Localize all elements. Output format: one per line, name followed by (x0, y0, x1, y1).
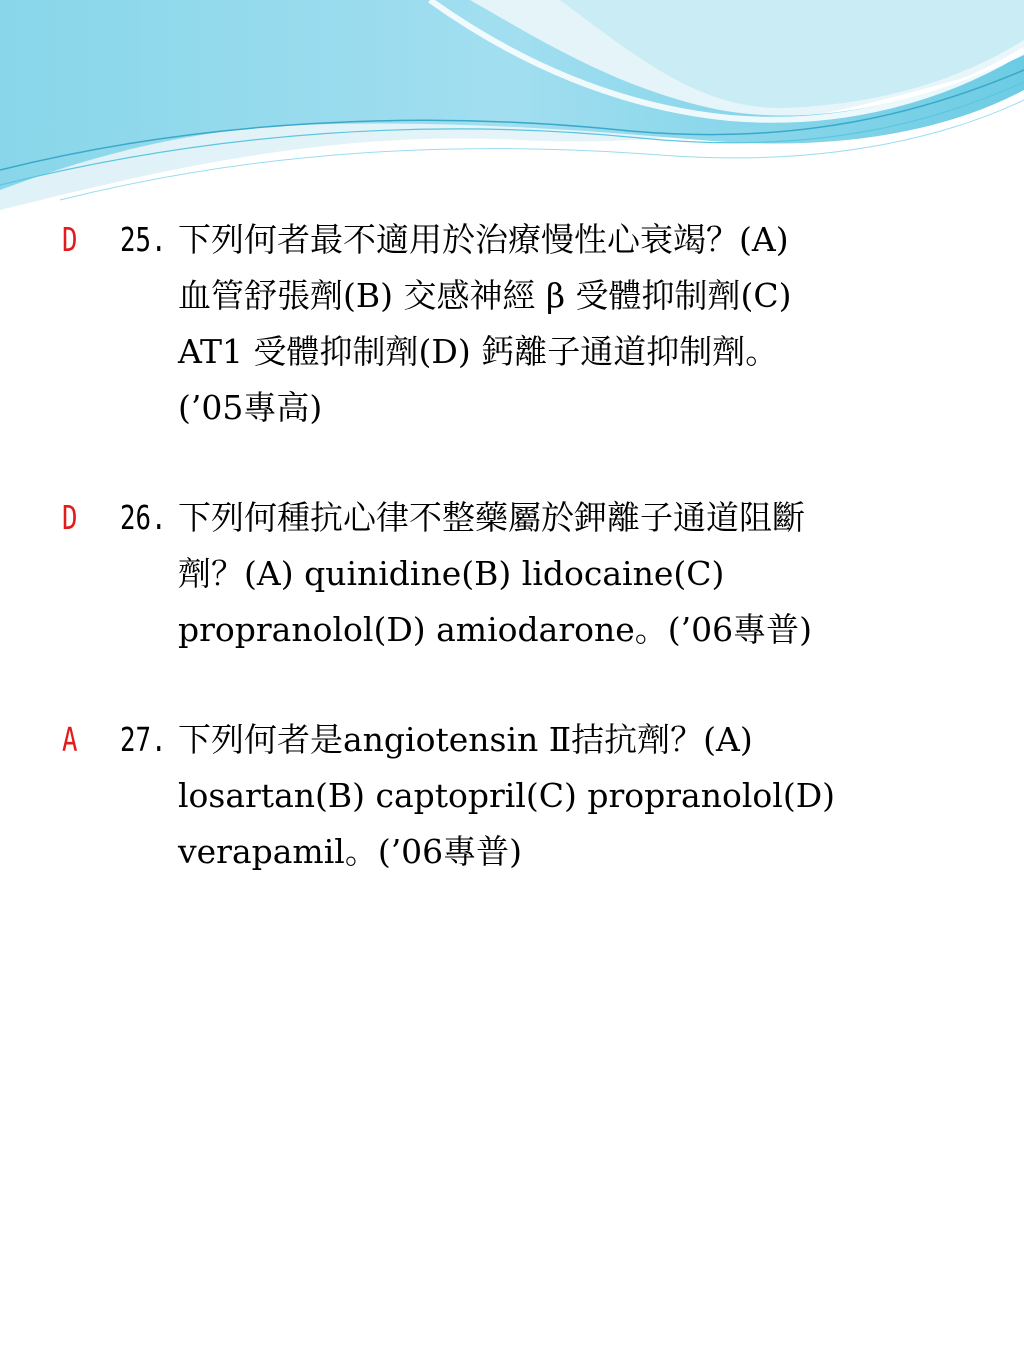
answer-key: A (62, 720, 78, 759)
question-line: losartan(B) captopril(C) propranolol(D) (178, 776, 836, 815)
question-line: 劑？(A) quinidine(B) lidocaine(C) (178, 554, 725, 593)
question-line: 下列何者最不適用於治療慢性心衰竭？(A) (178, 220, 789, 259)
question-25 (0, 212, 1024, 436)
question-line: 下列何者是angiotensin Ⅱ拮抗劑？(A) (178, 720, 753, 759)
question-line: verapamil。(’06專普) (178, 832, 523, 871)
header-wave-decoration (0, 0, 1024, 210)
question-line: 血管舒張劑(B) 交感神經 β 受體抑制劑(C) (178, 276, 792, 315)
question-number: 26. (120, 498, 167, 537)
question-27 (0, 712, 1024, 880)
question-number: 27. (120, 720, 167, 759)
answer-key: D (62, 220, 78, 259)
question-list (0, 212, 1024, 934)
question-line: AT1 受體抑制劑(D) 鈣離子通道抑制劑。 (178, 332, 779, 371)
question-text (178, 212, 958, 436)
question-line: (’05專高) (178, 388, 323, 427)
question-text (178, 490, 958, 658)
question-26 (0, 490, 1024, 658)
question-text (178, 712, 958, 880)
question-line: 下列何種抗心律不整藥屬於鉀離子通道阻斷 (178, 498, 805, 537)
question-number: 25. (120, 220, 167, 259)
question-line: propranolol(D) amiodarone。(’06專普) (178, 610, 812, 649)
answer-key: D (62, 498, 78, 537)
